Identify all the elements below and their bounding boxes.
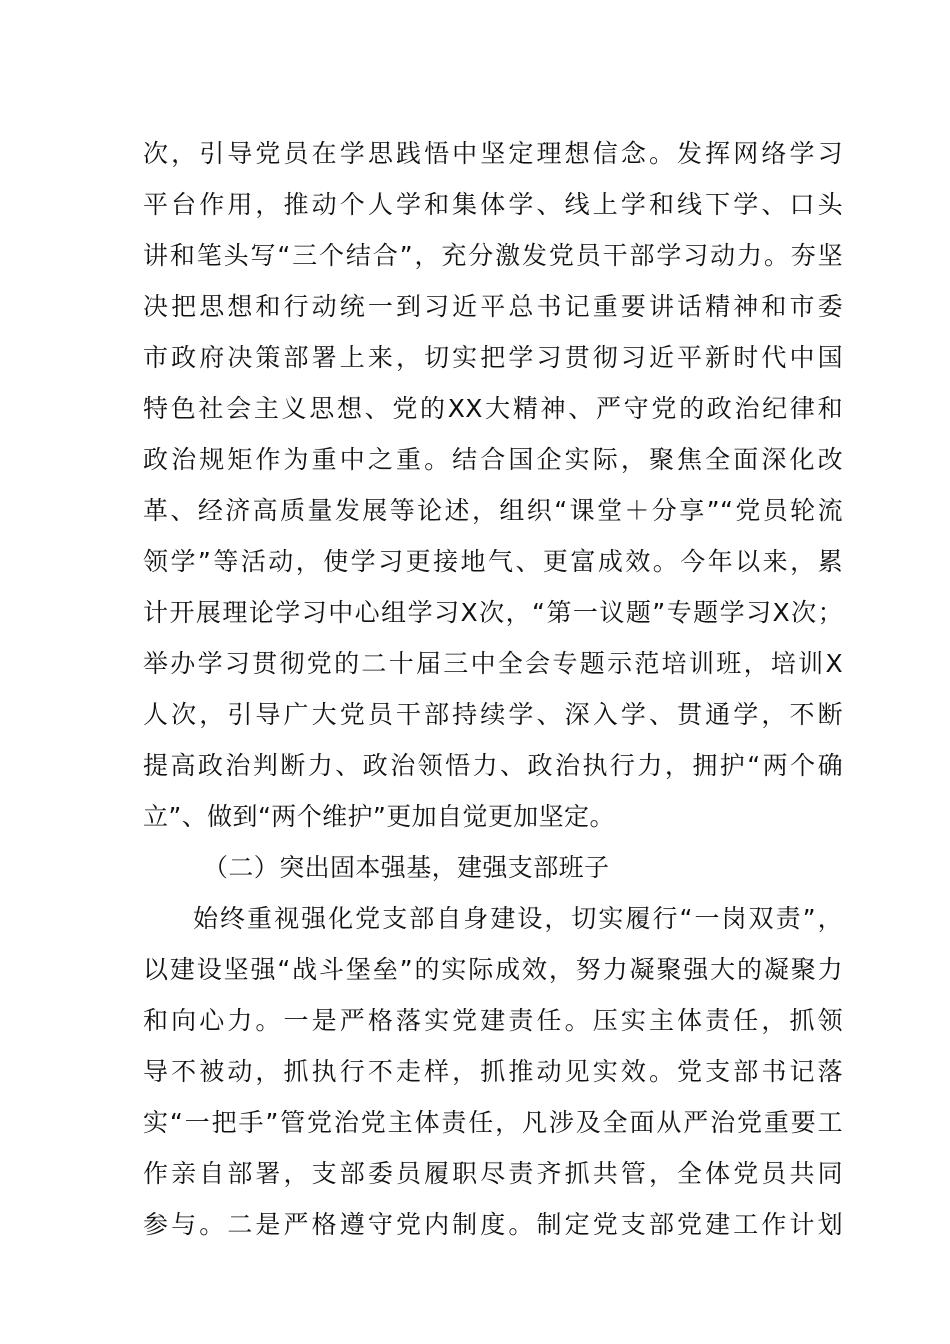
- text-line: 举办学习贯彻党的二十届三中全会专题示范培训班，培训X: [143, 649, 843, 678]
- text-line: 平台作用，推动个人学和集体学、线上学和线下学、口头: [143, 190, 843, 219]
- text-line: 次，引导党员在学思践悟中坚定理想信念。发挥网络学习: [143, 139, 843, 168]
- text-line: 革、经济高质量发展等论述，组织“课堂＋分享”“党员轮流: [143, 496, 843, 525]
- text-line: 计开展理论学习中心组学习X次，“第一议题”专题学习X次；: [143, 598, 843, 627]
- document-body: [143, 128, 843, 1250]
- text-line: 人次，引导广大党员干部持续学、深入学、贯通学，不断: [143, 700, 843, 729]
- text-line: 和向心力。一是严格落实党建责任。压实主体责任，抓领: [143, 1006, 843, 1035]
- text-line: 参与。二是严格遵守党内制度。制定党支部党建工作计划: [143, 1210, 843, 1239]
- text-line: 决把思想和行动统一到习近平总书记重要讲话精神和市委: [143, 292, 843, 321]
- text-line: 特色社会主义思想、党的XX大精神、严守党的政治纪律和: [143, 394, 843, 423]
- paragraph-first-line: 始终重视强化党支部自身建设，切实履行“一岗双责”，: [193, 904, 843, 933]
- text-line: 立”、做到“两个维护”更加自觉更加坚定。: [143, 802, 615, 831]
- text-line: 政治规矩作为重中之重。结合国企实际，聚焦全面深化改: [143, 445, 843, 474]
- text-line: 实“一把手”管党治党主体责任，凡涉及全面从严治党重要工: [143, 1108, 843, 1137]
- text-line: 提高政治判断力、政治领悟力、政治执行力，拥护“两个确: [143, 751, 843, 780]
- text-line: 以建设坚强“战斗堡垒”的实际成效，努力凝聚强大的凝聚力: [143, 955, 843, 984]
- text-line: 作亲自部署，支部委员履职尽责齐抓共管，全体党员共同: [143, 1159, 843, 1188]
- section-heading: （二）突出固本强基，建强支部班子: [203, 853, 610, 882]
- text-line: 讲和笔头写“三个结合”，充分激发党员干部学习动力。夯坚: [143, 241, 843, 270]
- text-line: 领学”等活动，使学习更接地气、更富成效。今年以来，累: [143, 547, 843, 576]
- text-line: 市政府决策部署上来，切实把学习贯彻习近平新时代中国: [143, 343, 843, 372]
- text-line: 导不被动，抓执行不走样，抓推动见实效。党支部书记落: [143, 1057, 843, 1086]
